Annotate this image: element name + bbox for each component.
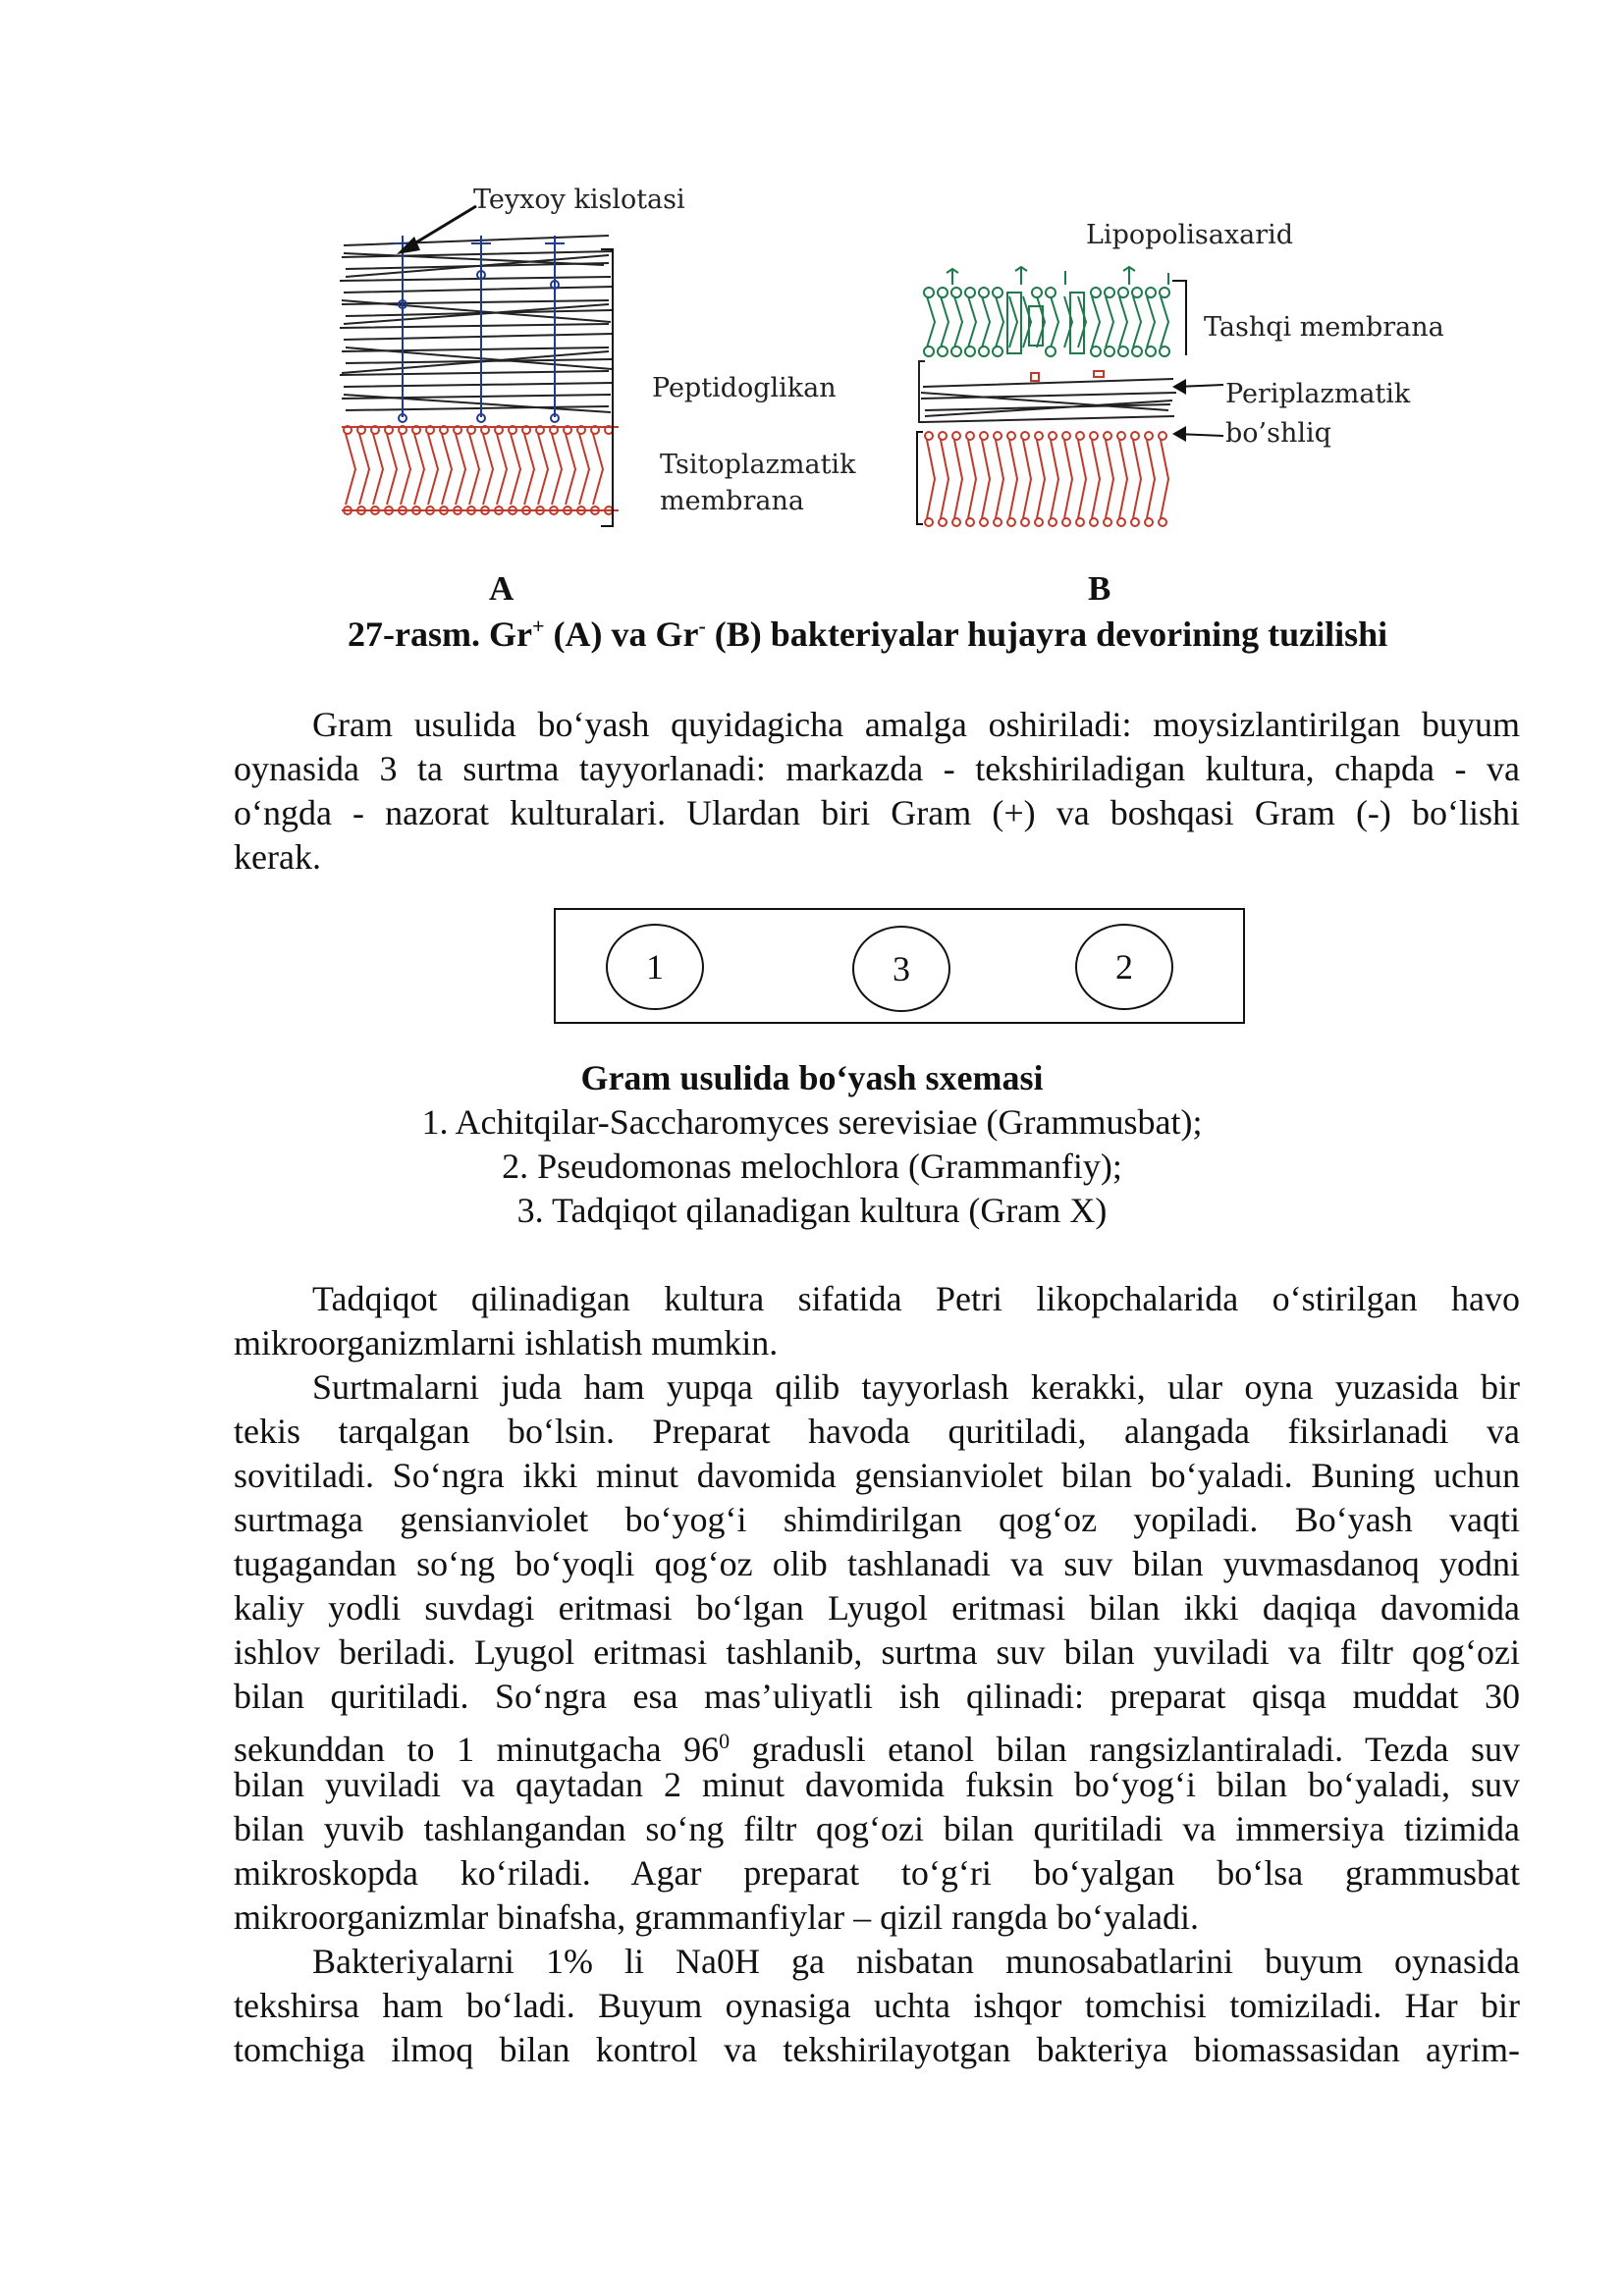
panel-letter-b: B [1088, 569, 1111, 608]
scheme-item-3: 3. Tadqiqot qilanadigan kultura (Gram X) [516, 1191, 1108, 1230]
smear-drop-center: 3 [852, 926, 950, 1012]
scheme-title: Gram usulida bo‘yash sxemasi [580, 1058, 1044, 1097]
smear-drop-right: 2 [1075, 924, 1173, 1010]
figure-caption: 27-rasm. Gr+ (A) va Gr- (B) bakteriyalar hujayra devorining tuzilishi [348, 614, 1388, 654]
label-periplasmic-line2: bo’shliq [1225, 418, 1331, 449]
paragraph-gram-method: Gram usulida bo‘yash quyidagicha amalga oshiriladi: moysizlantirilgan buyum oynasida 3 ta surtma tayyorlanadi: markazda - tekshiriladigan kultura, chapda - va o‘ngda - nazorat kulturalari. Ulardan biri Gram (+) va boshqasi Gram (-) bo‘lishi kerak. [234, 705, 1520, 877]
scheme-item-1: 1. Achitqilar-Saccharomyces serevisiae (Grammusbat); [421, 1102, 1203, 1142]
gram-negative-brackets [1168, 277, 1227, 454]
label-cytoplasmic-membrane-line2: membrana [660, 486, 804, 516]
teichoic-arrow-icon [393, 201, 481, 260]
smear-drop-left: 1 [606, 924, 704, 1010]
gram-negative-wall-diagram [913, 263, 1208, 543]
scheme-item-2: 2. Pseudomonas melochlora (Grammanfiy); [502, 1147, 1122, 1186]
label-periplasmic-line1: Periplazmatik [1225, 379, 1411, 409]
paragraph-staining-procedure: Surtmalarni juda ham yupqa qilib tayyorlash kerakki, ular oyna yuzasida bir tekis tarqalgan bo‘lsin. Preparat havoda quritiladi, alangada fiksirlanadi va sovitiladi. So‘ngra ikki minut davomida gensianviolet bilan bo‘yaladi. Buning uchun surtmaga gensianviolet bo‘yog‘i shimdirilgan qog‘oz yopiladi. Bo‘yash vaqti tugagandan so‘ng bo‘yoqli qog‘oz olib tashlanadi va suv bilan yuvmasdanoq yodni kaliy yodli suvdagi eritmasi bo‘lgan Lyugol eritmasi bilan ikki daqiqa davomida ishlov beriladi. Lyugol eritmasi tashlanib, surtma suv bilan yuviladi va filtr qog‘ozi bilan quritiladi. So‘ngra esa mas’uliyatli ish qilinadi: preparat qisqa muddat 30 sekunddan to 1 minutgacha $96^0$ gradusli etanol bilan rangsizlantiraladi. Tezda suv bilan yuviladi va qaytadan 2 minut davomida fuksin bo‘yog‘i bilan bo‘yaladi, suv bilan yuvib tashlangandan so‘ng filtr qog‘ozi bilan quritiladi va immersiya tizimida mikroskopda ko‘riladi. Agar preparat to‘g‘ri bo‘yalgan bo‘lsa grammusbat mikroorganizmlar binafsha, grammanfiylar – qizil rangda bo‘yaladi. [234, 1367, 1520, 1937]
label-teichoic-acid: Teyxoy kislotasi [473, 185, 685, 215]
label-lipopolysaccharide: Lipopolisaxarid [1086, 220, 1294, 250]
label-peptidoglycan: Peptidoglikan [652, 373, 837, 403]
slide-scheme-box [554, 908, 1245, 1024]
gram-positive-brackets [597, 245, 636, 530]
label-outer-membrane: Tashqi membrana [1204, 312, 1444, 343]
line-with-superscript: sekunddan to 1 minutgacha $96^0$ gradusli etanol bilan rangsizlantiraladi. Tezda suv [234, 1729, 1520, 1769]
panel-letter-a: A [489, 569, 514, 608]
paragraph-research-culture: Tadqiqot qilinadigan kultura sifatida Petri likopchalarida o‘stirilgan havo mikroorganizmlarni ishlatish mumkin. [234, 1279, 1520, 1362]
paragraph-naoh-test: Bakteriyalarni 1% li Na0H ga nisbatan munosabatlarini buyum oynasida tekshirsa ham bo‘ladi. Buyum oynasiga uchta ishqor tomchisi tomiziladi. Har bir tomchiga ilmoq bilan kontrol va tekshirilayotgan bakteriya biomassasidan ayrim- [234, 1942, 1520, 2069]
gram-positive-wall-diagram [334, 226, 628, 540]
label-cytoplasmic-membrane-line1: Tsitoplazmatik [660, 450, 856, 480]
